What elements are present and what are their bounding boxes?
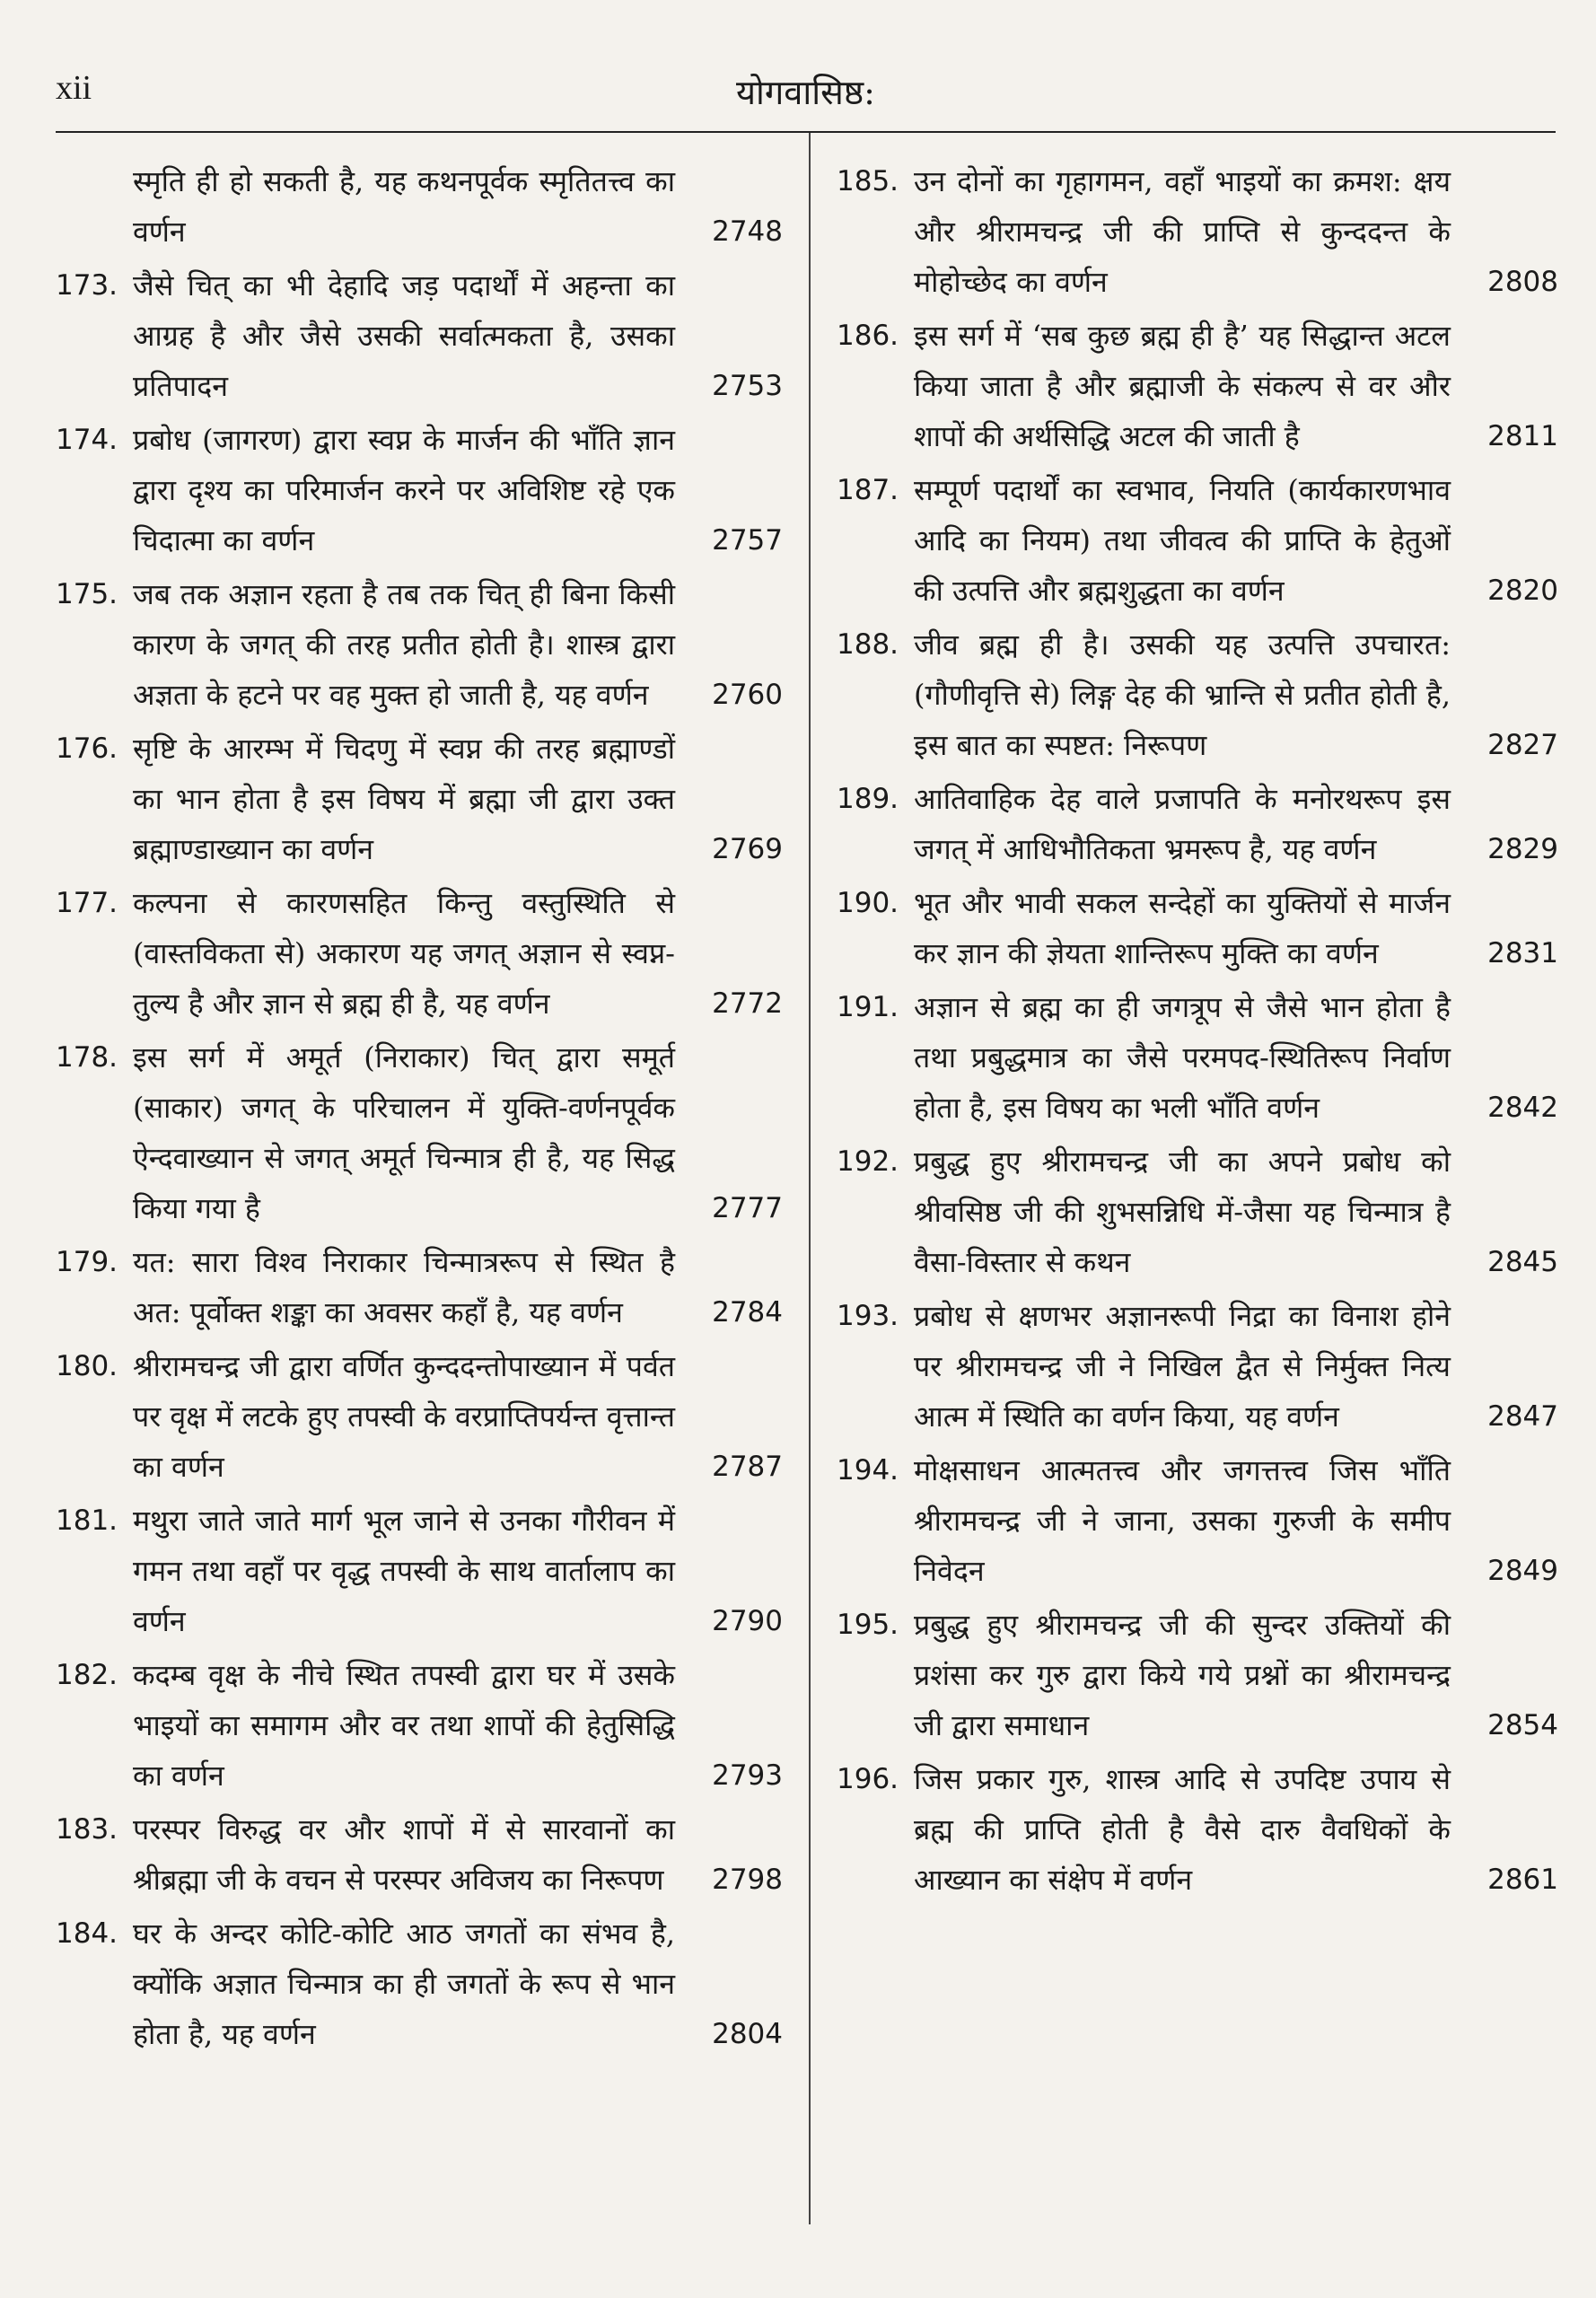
entry-body	[914, 156, 1558, 307]
chapter-number: 189.	[837, 783, 899, 815]
entry-body	[914, 878, 1558, 978]
chapter-number: 176.	[56, 732, 118, 765]
page-ref: 2760	[712, 679, 783, 711]
chapter-number: 184.	[56, 1917, 118, 1950]
page-ref: 2787	[712, 1451, 783, 1483]
toc-entry	[56, 1804, 783, 1905]
page-ref: 2820	[1487, 574, 1558, 607]
page-ref: 2849	[1487, 1555, 1558, 1587]
toc-entry	[837, 156, 1558, 307]
toc-entry	[56, 260, 783, 411]
toc-entry	[56, 569, 783, 720]
page-ref: 2804	[712, 2018, 783, 2050]
entry-body	[914, 1600, 1558, 1750]
entry-body	[133, 569, 783, 720]
chapter-number: 174.	[56, 424, 118, 456]
chapter-title: इस सर्ग में ‘सब कुछ ब्रह्म ही है’ यह सिद्धान्त अटल किया जाता है और ब्रह्माजी के संकल्प से वर और शापों की अर्थसिद्धि अटल की जाती है	[914, 319, 1451, 453]
chapter-title: जैसे चित् का भी देहादि जड़ पदार्थों में अहन्ता का आग्रह है और जैसे उसकी सर्वात्मकता है, उसका प्रतिपादन	[133, 268, 675, 403]
running-title: योगवासिष्ठ:	[736, 73, 875, 112]
header-rule	[56, 131, 1556, 133]
chapter-title: अज्ञान से ब्रह्म का ही जगत्रूप से जैसे भान होता है तथा प्रबुद्धमात्र का जैसे परमपद-स्थितिरूप निर्वाण होता है, इस विषय का भली भाँति वर्णन	[914, 990, 1451, 1125]
chapter-title: कदम्ब वृक्ष के नीचे स्थित तपस्वी द्वारा घर में उसके भाइयों का समागम और वर तथा शापों की हेतुसिद्धि का वर्णन	[133, 1658, 675, 1793]
entry-body	[914, 982, 1558, 1133]
page-ref: 2777	[712, 1192, 783, 1224]
chapter-title: घर के अन्दर कोटि-कोटि आठ जगतों का संभव है, क्योंकि अज्ञात चिन्मात्र का ही जगतों के रूप से भान होता है, यह वर्णन	[133, 1916, 675, 2051]
chapter-number: 188.	[837, 628, 899, 661]
chapter-number: 195.	[837, 1609, 899, 1641]
page-ref: 2827	[1487, 729, 1558, 761]
page-ref: 2842	[1487, 1092, 1558, 1124]
chapter-number: 196.	[837, 1763, 899, 1795]
chapter-number: 190.	[837, 887, 899, 919]
chapter-title: जिस प्रकार गुरु, शास्त्र आदि से उपदिष्ट उपाय से ब्रह्म की प्राप्ति होती है वैसे दारु वैवधिकों के आख्यान का संक्षेप में वर्णन	[914, 1762, 1451, 1897]
page-ref: 2757	[712, 524, 783, 557]
chapter-title: जीव ब्रह्म ही है। उसकी यह उत्पत्ति उपचारत: (गौणीवृत्ति से) लिङ्ग देह की भ्रान्ति से प्रतीत होती है, इस बात का स्पष्टत: निरूपण	[914, 627, 1451, 762]
toc-entry	[56, 1495, 783, 1646]
chapter-number: 192.	[837, 1145, 899, 1178]
page-number: xii	[56, 69, 92, 107]
toc-entry	[56, 1908, 783, 2059]
entry-body	[133, 1341, 783, 1492]
page-ref: 2829	[1487, 833, 1558, 865]
toc-entry	[56, 1650, 783, 1801]
toc-entry	[837, 619, 1558, 770]
page-ref: 2784	[712, 1296, 783, 1329]
entry-body	[133, 1804, 783, 1905]
page-ref: 2772	[712, 987, 783, 1020]
chapter-number: 173.	[56, 269, 118, 302]
chapter-number: 182.	[56, 1659, 118, 1691]
left-column	[56, 156, 783, 2063]
toc-entry	[56, 1341, 783, 1492]
entry-body	[914, 1136, 1558, 1287]
page-header	[56, 57, 1556, 126]
chapter-number: 181.	[56, 1504, 118, 1537]
toc-entry	[56, 1032, 783, 1233]
toc-entry	[837, 1754, 1558, 1905]
chapter-number: 180.	[56, 1350, 118, 1382]
page-ref: 2793	[712, 1759, 783, 1792]
chapter-title: सम्पूर्ण पदार्थों का स्वभाव, नियति (कार्यकारणभाव आदि का नियम) तथा जीवत्व की प्राप्ति के हेतुओं की उत्पत्ति और ब्रह्मशुद्धता का वर्णन	[914, 473, 1451, 608]
entry-body	[133, 260, 783, 411]
chapter-number: 179.	[56, 1246, 118, 1278]
chapter-title: श्रीरामचन्द्र जी द्वारा वर्णित कुन्ददन्तोपाख्यान में पर्वत पर वृक्ष में लटके हुए तपस्वी के वरप्राप्तिपर्यन्त वृत्तान्त का वर्णन	[133, 1349, 676, 1484]
chapter-title: जब तक अज्ञान रहता है तब तक चित् ही बिना किसी कारण के जगत् की तरह प्रतीत होती है। शास्त्र द्वारा अज्ञता के हटने पर वह मुक्त हो जाती है, यह वर्णन	[133, 577, 675, 712]
entry-body	[914, 619, 1558, 770]
chapter-title: भूत और भावी सकल सन्देहों का युक्तियों से मार्जन कर ज्ञान की ज्ञेयता शान्तिरूप मुक्ति का वर्णन	[914, 886, 1451, 970]
chapter-title: प्रबोध से क्षणभर अज्ञानरूपी निद्रा का विनाश होने पर श्रीरामचन्द्र जी ने निखिल द्वैत से निर्मुक्त नित्य आत्म में स्थिति का वर्णन किया, यह वर्णन	[914, 1299, 1451, 1434]
chapter-title: आतिवाहिक देह वाले प्रजापति के मनोरथरूप इस जगत् में आधिभौतिकता भ्रमरूप है, यह वर्णन	[914, 782, 1451, 866]
entry-body	[133, 156, 783, 257]
toc-entry	[56, 724, 783, 874]
page-ref: 2847	[1487, 1400, 1558, 1433]
toc-entry	[837, 1291, 1558, 1442]
page-ref: 2808	[1487, 266, 1558, 298]
chapter-number: 191.	[837, 991, 899, 1023]
entry-body	[914, 311, 1558, 461]
toc-entry	[837, 465, 1558, 616]
chapter-title: प्रबुद्ध हुए श्रीरामचन्द्र जी का अपने प्रबोध को श्रीवसिष्ठ जी की शुभसन्निधि में-जैसा यह चिन्मात्र है वैसा-विस्तार से कथन	[914, 1145, 1451, 1279]
chapter-number: 194.	[837, 1454, 899, 1487]
entry-body	[133, 1908, 783, 2059]
chapter-title: मोक्षसाधन आत्मतत्त्व और जगत्तत्त्व जिस भाँति श्रीरामचन्द्र जी ने जाना, उसका गुरुजी के समीप निवेदन	[914, 1453, 1451, 1588]
chapter-number: 186.	[837, 320, 899, 352]
toc-entry	[56, 415, 783, 566]
toc-entry	[837, 1600, 1558, 1750]
toc-entry	[837, 311, 1558, 461]
toc-entry	[837, 982, 1558, 1133]
chapter-title: प्रबोध (जागरण) द्वारा स्वप्न के मार्जन की भाँति ज्ञान द्वारा दृश्य का परिमार्जन करने पर अविशिष्ट रहे एक चिदात्मा का वर्णन	[133, 423, 675, 557]
chapter-number: 178.	[56, 1041, 118, 1074]
page-ref: 2861	[1487, 1864, 1558, 1896]
chapter-number	[56, 156, 133, 257]
page-ref: 2845	[1487, 1246, 1558, 1278]
chapter-title: सृष्टि के आरम्भ में चिदणु में स्वप्न की तरह ब्रह्माण्डों का भान होता है इस विषय में ब्रह्मा जी द्वारा उक्त ब्रह्माण्डाख्यान का वर्णन	[133, 732, 675, 866]
chapter-number: 183.	[56, 1813, 118, 1846]
toc-entry	[837, 1445, 1558, 1596]
toc-entry	[837, 1136, 1558, 1287]
page-ref: 2748	[712, 215, 783, 248]
chapter-title: मथुरा जाते जाते मार्ग भूल जाने से उनका गौरीवन में गमन तथा वहाँ पर वृद्ध तपस्वी के साथ वार्तालाप का वर्णन	[133, 1504, 675, 1638]
chapter-title: कल्पना से कारणसहित किन्तु वस्तुस्थिति से (वास्तविकता से) अकारण यह जगत् अज्ञान से स्वप्न-तुल्य है और ज्ञान से ब्रह्म ही है, यह वर्णन	[133, 886, 675, 1021]
entry-body	[914, 465, 1558, 616]
toc-entry	[837, 878, 1558, 978]
chapter-number: 177.	[56, 887, 118, 919]
toc-entry	[837, 774, 1558, 874]
chapter-title: परस्पर विरुद्ध वर और शापों में से सारवानों का श्रीब्रह्मा जी के वचन से परस्पर अविजय का निरूपण	[133, 1812, 675, 1897]
entry-body	[914, 1291, 1558, 1442]
chapter-title: प्रबुद्ध हुए श्रीरामचन्द्र जी की सुन्दर उक्तियों की प्रशंसा कर गुरु द्वारा किये गये प्रश्नों का श्रीरामचन्द्र जी द्वारा समाधान	[914, 1608, 1451, 1742]
chapter-title: उन दोनों का गृहागमन, वहाँ भाइयों का क्रमश: क्षय और श्रीरामचन्द्र जी की प्राप्ति से कुन्ददन्त के मोहोच्छेद का वर्णन	[914, 164, 1451, 299]
entry-body	[133, 1495, 783, 1646]
page-ref: 2811	[1487, 420, 1558, 452]
chapter-title: स्मृति ही हो सकती है, यह कथनपूर्वक स्मृतितत्त्व का वर्णन	[133, 164, 675, 249]
page-ref: 2831	[1487, 937, 1558, 969]
entry-body	[133, 1237, 783, 1338]
toc-entry	[56, 1237, 783, 1338]
chapter-title: यत: सारा विश्व निराकार चिन्मात्ररूप से स्थित है अत: पूर्वोक्त शङ्का का अवसर कहाँ है, यह वर्णन	[133, 1245, 675, 1329]
right-column	[837, 156, 1558, 1908]
entry-body	[133, 724, 783, 874]
chapter-title: इस सर्ग में अमूर्त (निराकार) चित् द्वारा समूर्त (साकार) जगत् के परिचालन में युक्ति-वर्णनपूर्वक ऐन्दवाख्यान से जगत् अमूर्त चिन्मात्र ही है, यह सिद्ध किया गया है	[133, 1040, 675, 1225]
page-ref: 2790	[712, 1605, 783, 1637]
page-ref: 2854	[1487, 1709, 1558, 1741]
column-divider	[809, 133, 811, 2224]
chapter-number: 187.	[837, 474, 899, 506]
entry-body	[914, 774, 1558, 874]
toc-entry	[56, 878, 783, 1029]
chapter-number: 193.	[837, 1300, 899, 1332]
toc-entry	[56, 156, 783, 257]
entry-body	[914, 1754, 1558, 1905]
entry-body	[914, 1445, 1558, 1596]
chapter-number: 185.	[837, 165, 899, 197]
chapter-number: 175.	[56, 578, 118, 610]
entry-body	[133, 1032, 783, 1233]
page-ref: 2753	[712, 370, 783, 402]
entry-body	[133, 878, 783, 1029]
entry-body	[133, 415, 783, 566]
page-ref: 2769	[712, 833, 783, 865]
entry-body	[133, 1650, 783, 1801]
page-ref: 2798	[712, 1864, 783, 1896]
